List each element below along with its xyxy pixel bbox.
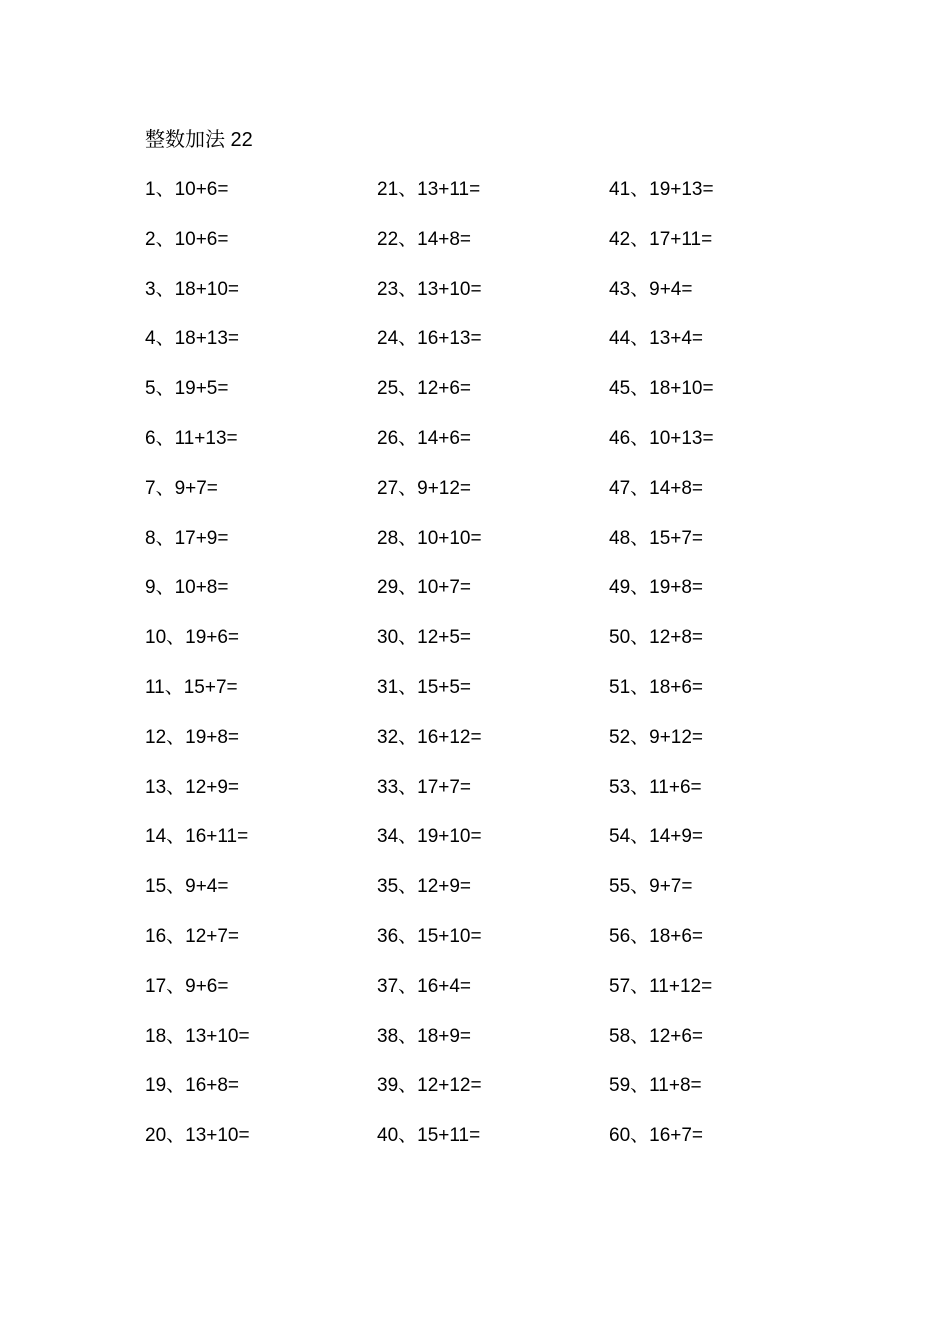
- problem-item: 22、14+8=: [377, 228, 472, 250]
- problem-item: 15、9+4=: [145, 876, 229, 898]
- problem-item: 47、14+8=: [609, 477, 704, 499]
- problem-item: 7、9+7=: [145, 477, 218, 499]
- problem-item: 56、18+6=: [609, 925, 704, 947]
- problem-item: 39、12+12=: [377, 1075, 482, 1097]
- page-title: 整数加法 22: [145, 129, 253, 151]
- problem-item: 35、12+9=: [377, 876, 472, 898]
- problem-item: 16、12+7=: [145, 925, 240, 947]
- problem-item: 30、12+5=: [377, 627, 472, 649]
- problem-grid: [145, 176, 841, 1172]
- problem-item: 49、19+8=: [609, 577, 704, 599]
- problem-item: 12、19+8=: [145, 726, 240, 748]
- problem-item: 20、13+10=: [145, 1125, 250, 1147]
- problem-item: 43、9+4=: [609, 278, 693, 300]
- problem-item: 48、15+7=: [609, 527, 704, 549]
- problem-item: 27、9+12=: [377, 477, 472, 499]
- problem-item: 34、19+10=: [377, 826, 482, 848]
- problem-item: 50、12+8=: [609, 627, 704, 649]
- problem-item: 25、12+6=: [377, 378, 472, 400]
- problem-item: 3、18+10=: [145, 278, 240, 300]
- problem-item: 37、16+4=: [377, 975, 472, 997]
- problem-item: 23、13+10=: [377, 278, 482, 300]
- problem-item: 6、11+13=: [145, 427, 238, 449]
- problem-item: 8、17+9=: [145, 527, 229, 549]
- problem-item: 19、16+8=: [145, 1075, 240, 1097]
- problem-item: 21、13+11=: [377, 179, 481, 200]
- problem-item: 10、19+6=: [145, 627, 240, 649]
- problem-item: 17、9+6=: [145, 975, 229, 997]
- problem-item: 24、16+13=: [377, 328, 482, 350]
- problem-item: 32、16+12=: [377, 726, 482, 748]
- problem-item: 31、15+5=: [377, 676, 472, 698]
- problem-item: 13、12+9=: [145, 776, 240, 798]
- problem-item: 52、9+12=: [609, 726, 704, 748]
- problem-item: 33、17+7=: [377, 776, 472, 798]
- problem-item: 57、11+12=: [609, 975, 713, 997]
- problem-item: 42、17+11=: [609, 228, 713, 250]
- problem-item: 29、10+7=: [377, 577, 472, 599]
- problem-item: 53、11+6=: [609, 776, 702, 798]
- problem-item: 58、12+6=: [609, 1025, 704, 1047]
- problem-item: 18、13+10=: [145, 1025, 250, 1047]
- problem-item: 44、13+4=: [609, 328, 704, 350]
- problem-item: 59、11+8=: [609, 1075, 702, 1097]
- problem-item: 9、10+8=: [145, 577, 229, 599]
- problem-item: 26、14+6=: [377, 427, 472, 449]
- problem-item: 14、16+11=: [145, 826, 249, 848]
- problem-item: 46、10+13=: [609, 427, 714, 449]
- problem-item: 60、16+7=: [609, 1125, 704, 1147]
- problem-item: 4、18+13=: [145, 328, 240, 350]
- problem-item: 1、10+6=: [145, 179, 229, 200]
- problem-item: 2、10+6=: [145, 228, 229, 250]
- problem-item: 36、15+10=: [377, 925, 482, 947]
- problem-item: 28、10+10=: [377, 527, 482, 549]
- problem-item: 38、18+9=: [377, 1025, 472, 1047]
- problem-item: 54、14+9=: [609, 826, 704, 848]
- problem-item: 55、9+7=: [609, 876, 693, 898]
- problem-item: 51、18+6=: [609, 676, 704, 698]
- problem-item: 41、19+13=: [609, 179, 714, 200]
- problem-item: 11、15+7=: [145, 676, 238, 698]
- problem-item: 45、18+10=: [609, 378, 714, 400]
- problem-item: 40、15+11=: [377, 1125, 481, 1147]
- problem-item: 5、19+5=: [145, 378, 229, 400]
